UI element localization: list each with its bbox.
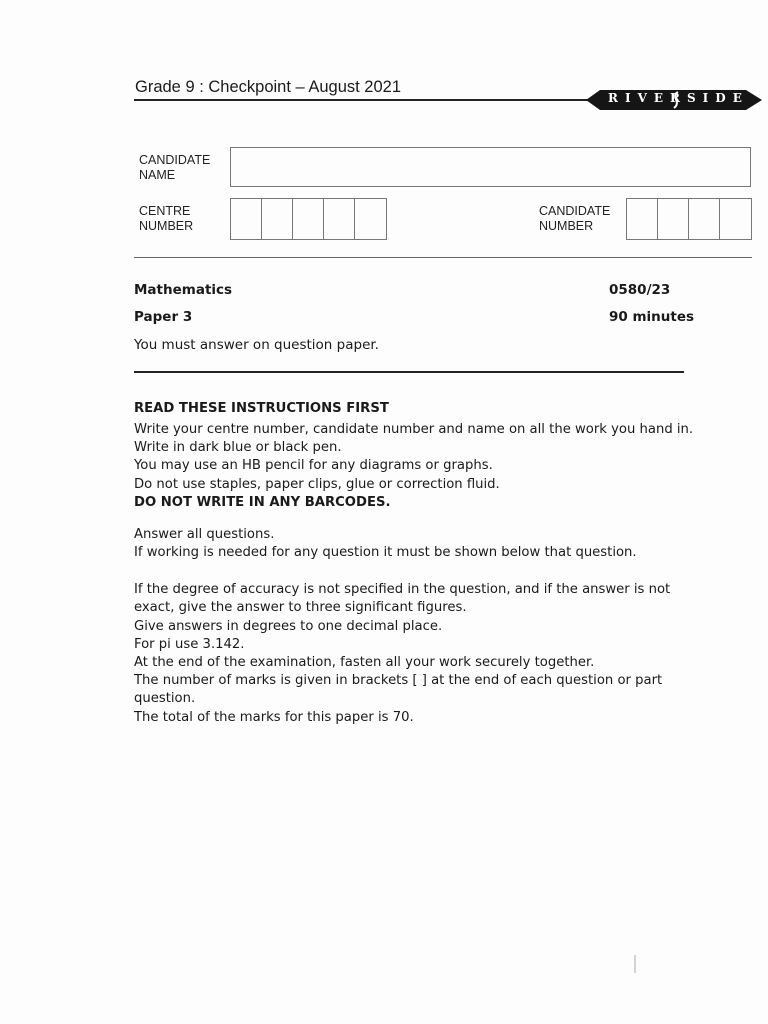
centre-number-field[interactable] xyxy=(230,198,387,240)
centre-number-label: CENTRE NUMBER xyxy=(139,204,194,233)
centre-number-cell[interactable] xyxy=(262,199,293,239)
instruction-line: If working is needed for any question it must be shown below that question. xyxy=(134,545,637,560)
instructions-heading: READ THESE INSTRUCTIONS FIRST xyxy=(134,401,389,416)
header-rule xyxy=(134,99,604,101)
candidate-number-field[interactable] xyxy=(626,198,752,240)
logo-text: RIVERSIDE xyxy=(608,91,749,105)
page-title: Grade 9 : Checkpoint – August 2021 xyxy=(135,78,402,96)
centre-number-cell[interactable] xyxy=(293,199,324,239)
centre-number-cell[interactable] xyxy=(324,199,355,239)
instruction-line: Give answers in degrees to one decimal place. xyxy=(134,619,443,634)
instruction-line: question. xyxy=(134,691,196,706)
candidate-name-field[interactable] xyxy=(230,147,751,187)
instruction-line: The number of marks is given in brackets [ ] at the end of each question or part xyxy=(134,673,663,688)
instruction-line: You may use an HB pencil for any diagrams or graphs. xyxy=(134,458,493,473)
instruction-line: For pi use 3.142. xyxy=(134,637,245,652)
candidate-name-label: CANDIDATE NAME xyxy=(139,153,211,182)
instruction-line: The total of the marks for this paper is 70. xyxy=(134,710,414,725)
scan-mark xyxy=(634,955,636,973)
paper-code: 0580/23 xyxy=(609,282,671,298)
instruction-line: Do not use staples, paper clips, glue or correction fluid. xyxy=(134,477,500,492)
barcode-warning: DO NOT WRITE IN ANY BARCODES. xyxy=(134,495,391,510)
candidate-number-cell[interactable] xyxy=(720,199,751,239)
candidate-number-cell[interactable] xyxy=(689,199,720,239)
instruction-line: exact, give the answer to three significant figures. xyxy=(134,600,467,615)
section-divider xyxy=(134,257,752,258)
instruction-line: If the degree of accuracy is not specified in the question, and if the answer is not xyxy=(134,582,671,597)
subject: Mathematics xyxy=(134,282,233,298)
instruction-line: At the end of the examination, fasten all your work securely together. xyxy=(134,655,595,670)
instruction-line: Write in dark blue or black pen. xyxy=(134,440,342,455)
candidate-number-cell[interactable] xyxy=(658,199,689,239)
instruction-line: Write your centre number, candidate number and name on all the work you hand in. xyxy=(134,422,694,437)
centre-number-cell[interactable] xyxy=(231,199,262,239)
answer-note: You must answer on question paper. xyxy=(134,337,379,353)
section-divider xyxy=(134,371,684,373)
candidate-number-cell[interactable] xyxy=(627,199,658,239)
paper-number: Paper 3 xyxy=(134,309,193,325)
candidate-number-label: CANDIDATE NUMBER xyxy=(539,204,611,233)
duration: 90 minutes xyxy=(609,309,695,325)
centre-number-cell[interactable] xyxy=(355,199,386,239)
instruction-line: Answer all questions. xyxy=(134,527,275,542)
